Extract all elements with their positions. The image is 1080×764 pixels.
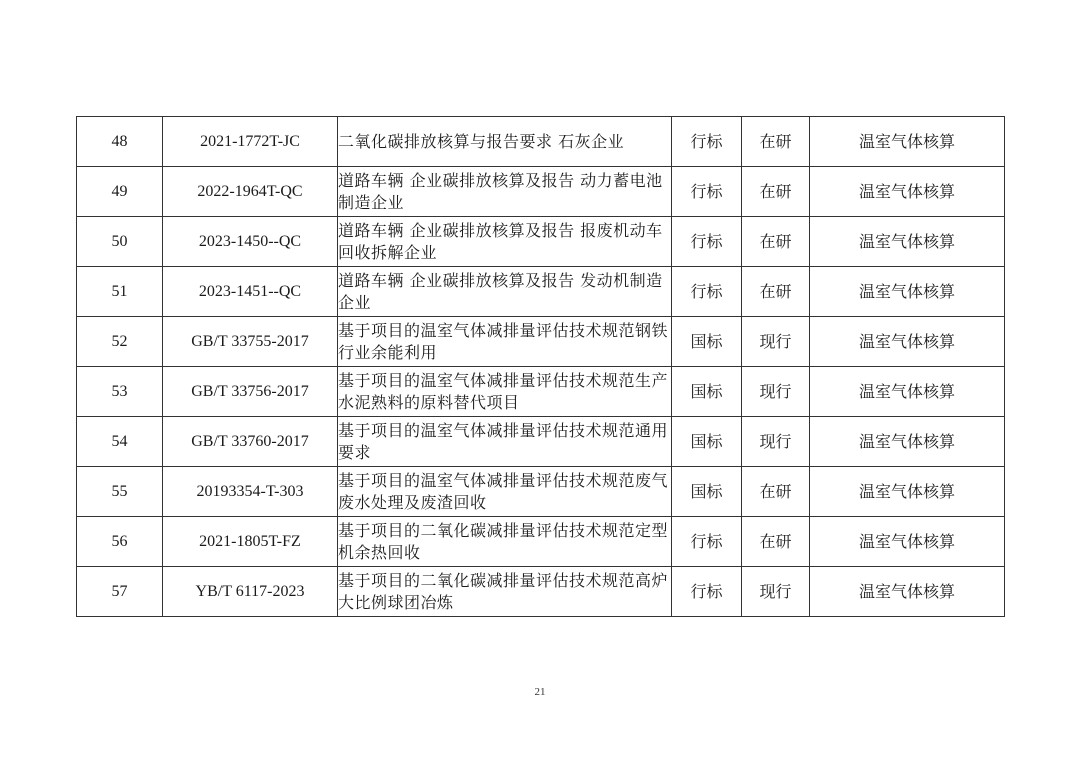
standard-name-cell: 二氧化碳排放核算与报告要求 石灰企业	[338, 117, 672, 167]
standard-type-cell: 国标	[672, 367, 742, 417]
standard-category-cell: 温室气体核算	[810, 367, 1005, 417]
standard-type-cell: 行标	[672, 267, 742, 317]
standard-code-cell: 2021-1805T-FZ	[163, 517, 338, 567]
standard-name-cell: 基于项目的温室气体减排量评估技术规范生产水泥熟料的原料替代项目	[338, 367, 672, 417]
standard-type-cell: 行标	[672, 517, 742, 567]
table-row	[77, 317, 1005, 367]
table-row	[77, 367, 1005, 417]
standard-code-cell: GB/T 33755-2017	[163, 317, 338, 367]
row-number-cell: 52	[77, 317, 163, 367]
standard-category-cell: 温室气体核算	[810, 267, 1005, 317]
standard-status-cell: 在研	[742, 217, 810, 267]
row-number-cell: 53	[77, 367, 163, 417]
standard-name-cell: 基于项目的温室气体减排量评估技术规范废气废水处理及废渣回收	[338, 467, 672, 517]
row-number-cell: 48	[77, 117, 163, 167]
standard-status-cell: 在研	[742, 267, 810, 317]
standard-name-cell: 基于项目的二氧化碳减排量评估技术规范定型机余热回收	[338, 517, 672, 567]
standard-category-cell: 温室气体核算	[810, 467, 1005, 517]
standard-status-cell: 在研	[742, 467, 810, 517]
standard-status-cell: 现行	[742, 567, 810, 617]
page-number: 21	[534, 686, 546, 698]
standards-table	[76, 116, 1005, 617]
standard-category-cell: 温室气体核算	[810, 417, 1005, 467]
standard-name-cell: 道路车辆 企业碳排放核算及报告 发动机制造企业	[338, 267, 672, 317]
standard-type-cell: 行标	[672, 117, 742, 167]
standard-status-cell: 现行	[742, 367, 810, 417]
standard-type-cell: 行标	[672, 567, 742, 617]
standard-type-cell: 行标	[672, 217, 742, 267]
row-number-cell: 56	[77, 517, 163, 567]
standard-name-cell: 道路车辆 企业碳排放核算及报告 动力蓄电池制造企业	[338, 167, 672, 217]
standard-category-cell: 温室气体核算	[810, 217, 1005, 267]
standard-code-cell: 2022-1964T-QC	[163, 167, 338, 217]
table-row	[77, 117, 1005, 167]
standard-code-cell: 20193354-T-303	[163, 467, 338, 517]
standard-code-cell: GB/T 33756-2017	[163, 367, 338, 417]
standard-status-cell: 现行	[742, 317, 810, 367]
standards-table-body	[77, 117, 1005, 617]
standard-name-cell: 道路车辆 企业碳排放核算及报告 报废机动车回收拆解企业	[338, 217, 672, 267]
row-number-cell: 51	[77, 267, 163, 317]
standard-type-cell: 国标	[672, 417, 742, 467]
row-number-cell: 49	[77, 167, 163, 217]
standard-type-cell: 国标	[672, 317, 742, 367]
standard-category-cell: 温室气体核算	[810, 517, 1005, 567]
table-row	[77, 467, 1005, 517]
table-row	[77, 167, 1005, 217]
standard-category-cell: 温室气体核算	[810, 117, 1005, 167]
standard-name-cell: 基于项目的温室气体减排量评估技术规范通用要求	[338, 417, 672, 467]
row-number-cell: 57	[77, 567, 163, 617]
row-number-cell: 55	[77, 467, 163, 517]
table-row	[77, 267, 1005, 317]
standard-category-cell: 温室气体核算	[810, 567, 1005, 617]
standard-status-cell: 在研	[742, 517, 810, 567]
standard-code-cell: 2023-1451--QC	[163, 267, 338, 317]
standard-type-cell: 国标	[672, 467, 742, 517]
table-row	[77, 567, 1005, 617]
standard-name-cell: 基于项目的温室气体减排量评估技术规范钢铁行业余能利用	[338, 317, 672, 367]
standard-category-cell: 温室气体核算	[810, 317, 1005, 367]
table-row	[77, 217, 1005, 267]
standard-category-cell: 温室气体核算	[810, 167, 1005, 217]
standard-code-cell: YB/T 6117-2023	[163, 567, 338, 617]
row-number-cell: 54	[77, 417, 163, 467]
standard-type-cell: 行标	[672, 167, 742, 217]
standard-code-cell: GB/T 33760-2017	[163, 417, 338, 467]
standard-code-cell: 2021-1772T-JC	[163, 117, 338, 167]
standard-status-cell: 现行	[742, 417, 810, 467]
standard-name-cell: 基于项目的二氧化碳减排量评估技术规范高炉大比例球团冶炼	[338, 567, 672, 617]
table-row	[77, 517, 1005, 567]
standard-status-cell: 在研	[742, 167, 810, 217]
standard-status-cell: 在研	[742, 117, 810, 167]
row-number-cell: 50	[77, 217, 163, 267]
table-row	[77, 417, 1005, 467]
standard-code-cell: 2023-1450--QC	[163, 217, 338, 267]
